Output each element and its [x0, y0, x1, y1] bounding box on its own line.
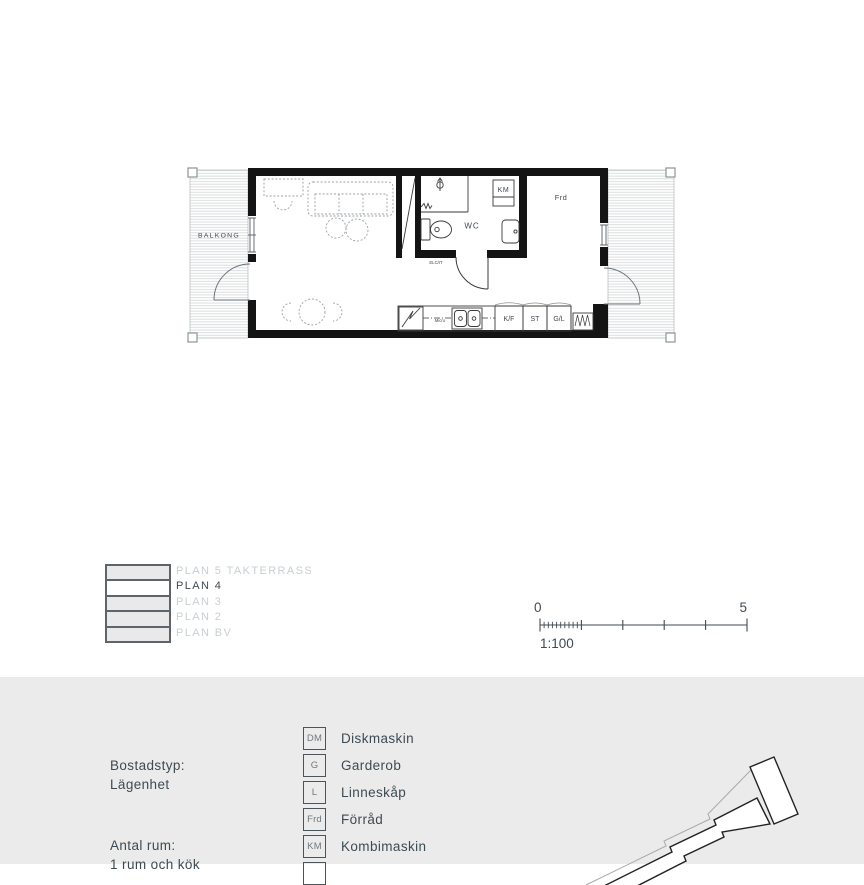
scale-start: 0: [534, 600, 542, 615]
floor-box-plan5[interactable]: [107, 566, 169, 579]
km-label: KM: [497, 187, 510, 194]
wc-door: [456, 257, 488, 289]
stove: [399, 307, 423, 330]
frd-label: Frd: [554, 193, 568, 202]
floor-box-plan2[interactable]: [107, 612, 169, 625]
legend-row-l: [303, 780, 406, 804]
side-table: [346, 219, 368, 241]
balcony-left: [190, 170, 248, 338]
balcony-label: BALKONG: [198, 232, 240, 240]
floor-box-plan3[interactable]: [107, 597, 169, 610]
legend-abbr-g: G: [303, 754, 326, 777]
hall-closet: [402, 178, 415, 249]
window-left: [248, 218, 256, 252]
floor-label-plan4[interactable]: PLAN 4: [176, 580, 223, 593]
building-band: [590, 798, 770, 885]
side-table: [326, 218, 346, 238]
floor-label-planbv[interactable]: PLAN BV: [176, 626, 233, 639]
scale-ratio: 1:100: [540, 636, 574, 651]
kitchen-sink: [452, 308, 482, 329]
sofa-seats: [315, 194, 387, 214]
legend-row-km: [303, 834, 426, 858]
dwelling-type-block: [110, 756, 185, 794]
site-building-outline: [590, 757, 798, 885]
floor-box-plan4[interactable]: [107, 581, 169, 594]
legend-label-km: Kombimaskin: [341, 838, 427, 854]
gl-label: G/L: [553, 316, 565, 323]
floor-label-plan5[interactable]: PLAN 5 TAKTERRASS: [176, 565, 314, 577]
desk-chair: [274, 201, 292, 210]
legend-row-dm: [303, 726, 414, 750]
legend-label-g: Garderob: [341, 757, 402, 773]
dwelling-type-value: Lägenhet: [110, 777, 170, 792]
legend-label-l: Linneskåp: [341, 784, 407, 800]
shower-screen-mark: [421, 204, 432, 209]
legend-row-frd: [303, 807, 383, 831]
dining-table: [299, 299, 325, 325]
dwelling-type-label: Bostadstyp:: [110, 758, 185, 773]
dining-chair-right: [333, 303, 342, 321]
radiator: [573, 313, 593, 330]
dining-chair-left: [282, 303, 291, 321]
legend-label-frd: Förråd: [341, 811, 384, 827]
legend-label-dm: Diskmaskin: [341, 730, 415, 746]
scale-bar: [530, 596, 760, 656]
furniture: [264, 179, 393, 325]
floor-level-labels: [176, 564, 313, 641]
el-it-label: ELC/IT: [429, 260, 443, 265]
shower: [421, 176, 468, 212]
room-count-label: Antal rum:: [110, 838, 176, 853]
wc-label: WC: [464, 221, 480, 231]
floor-label-plan2[interactable]: PLAN 2: [176, 611, 223, 624]
micro-label: Micro: [434, 318, 446, 323]
kf-label: K/F: [503, 316, 515, 323]
floor-label-plan3[interactable]: PLAN 3: [176, 595, 223, 608]
legend-abbr-dm: DM: [303, 727, 326, 750]
sofa: [308, 182, 393, 216]
desk: [264, 179, 303, 196]
room-count-block: [110, 836, 200, 874]
window-right: [600, 225, 608, 245]
floor-level-selector: [105, 564, 171, 643]
toilet: [421, 219, 452, 240]
floor-box-planbv[interactable]: [107, 628, 169, 641]
floor-plan-drawing: [182, 162, 682, 348]
legend-abbr-l: L: [303, 781, 326, 804]
room-count-value: 1 rum och kök: [110, 857, 200, 872]
terrace-right: [608, 170, 674, 338]
legend-abbr-partial: [303, 862, 326, 885]
legend-abbr-km: KM: [303, 835, 326, 858]
wc-sink: [502, 220, 519, 243]
scale-end: 5: [739, 600, 747, 615]
legend-row-partial: [303, 861, 326, 885]
legend-row-g: [303, 753, 401, 777]
site-plan-map: [588, 740, 864, 864]
legend-abbr-frd: Frd: [303, 808, 326, 831]
st-label: ST: [530, 316, 540, 323]
